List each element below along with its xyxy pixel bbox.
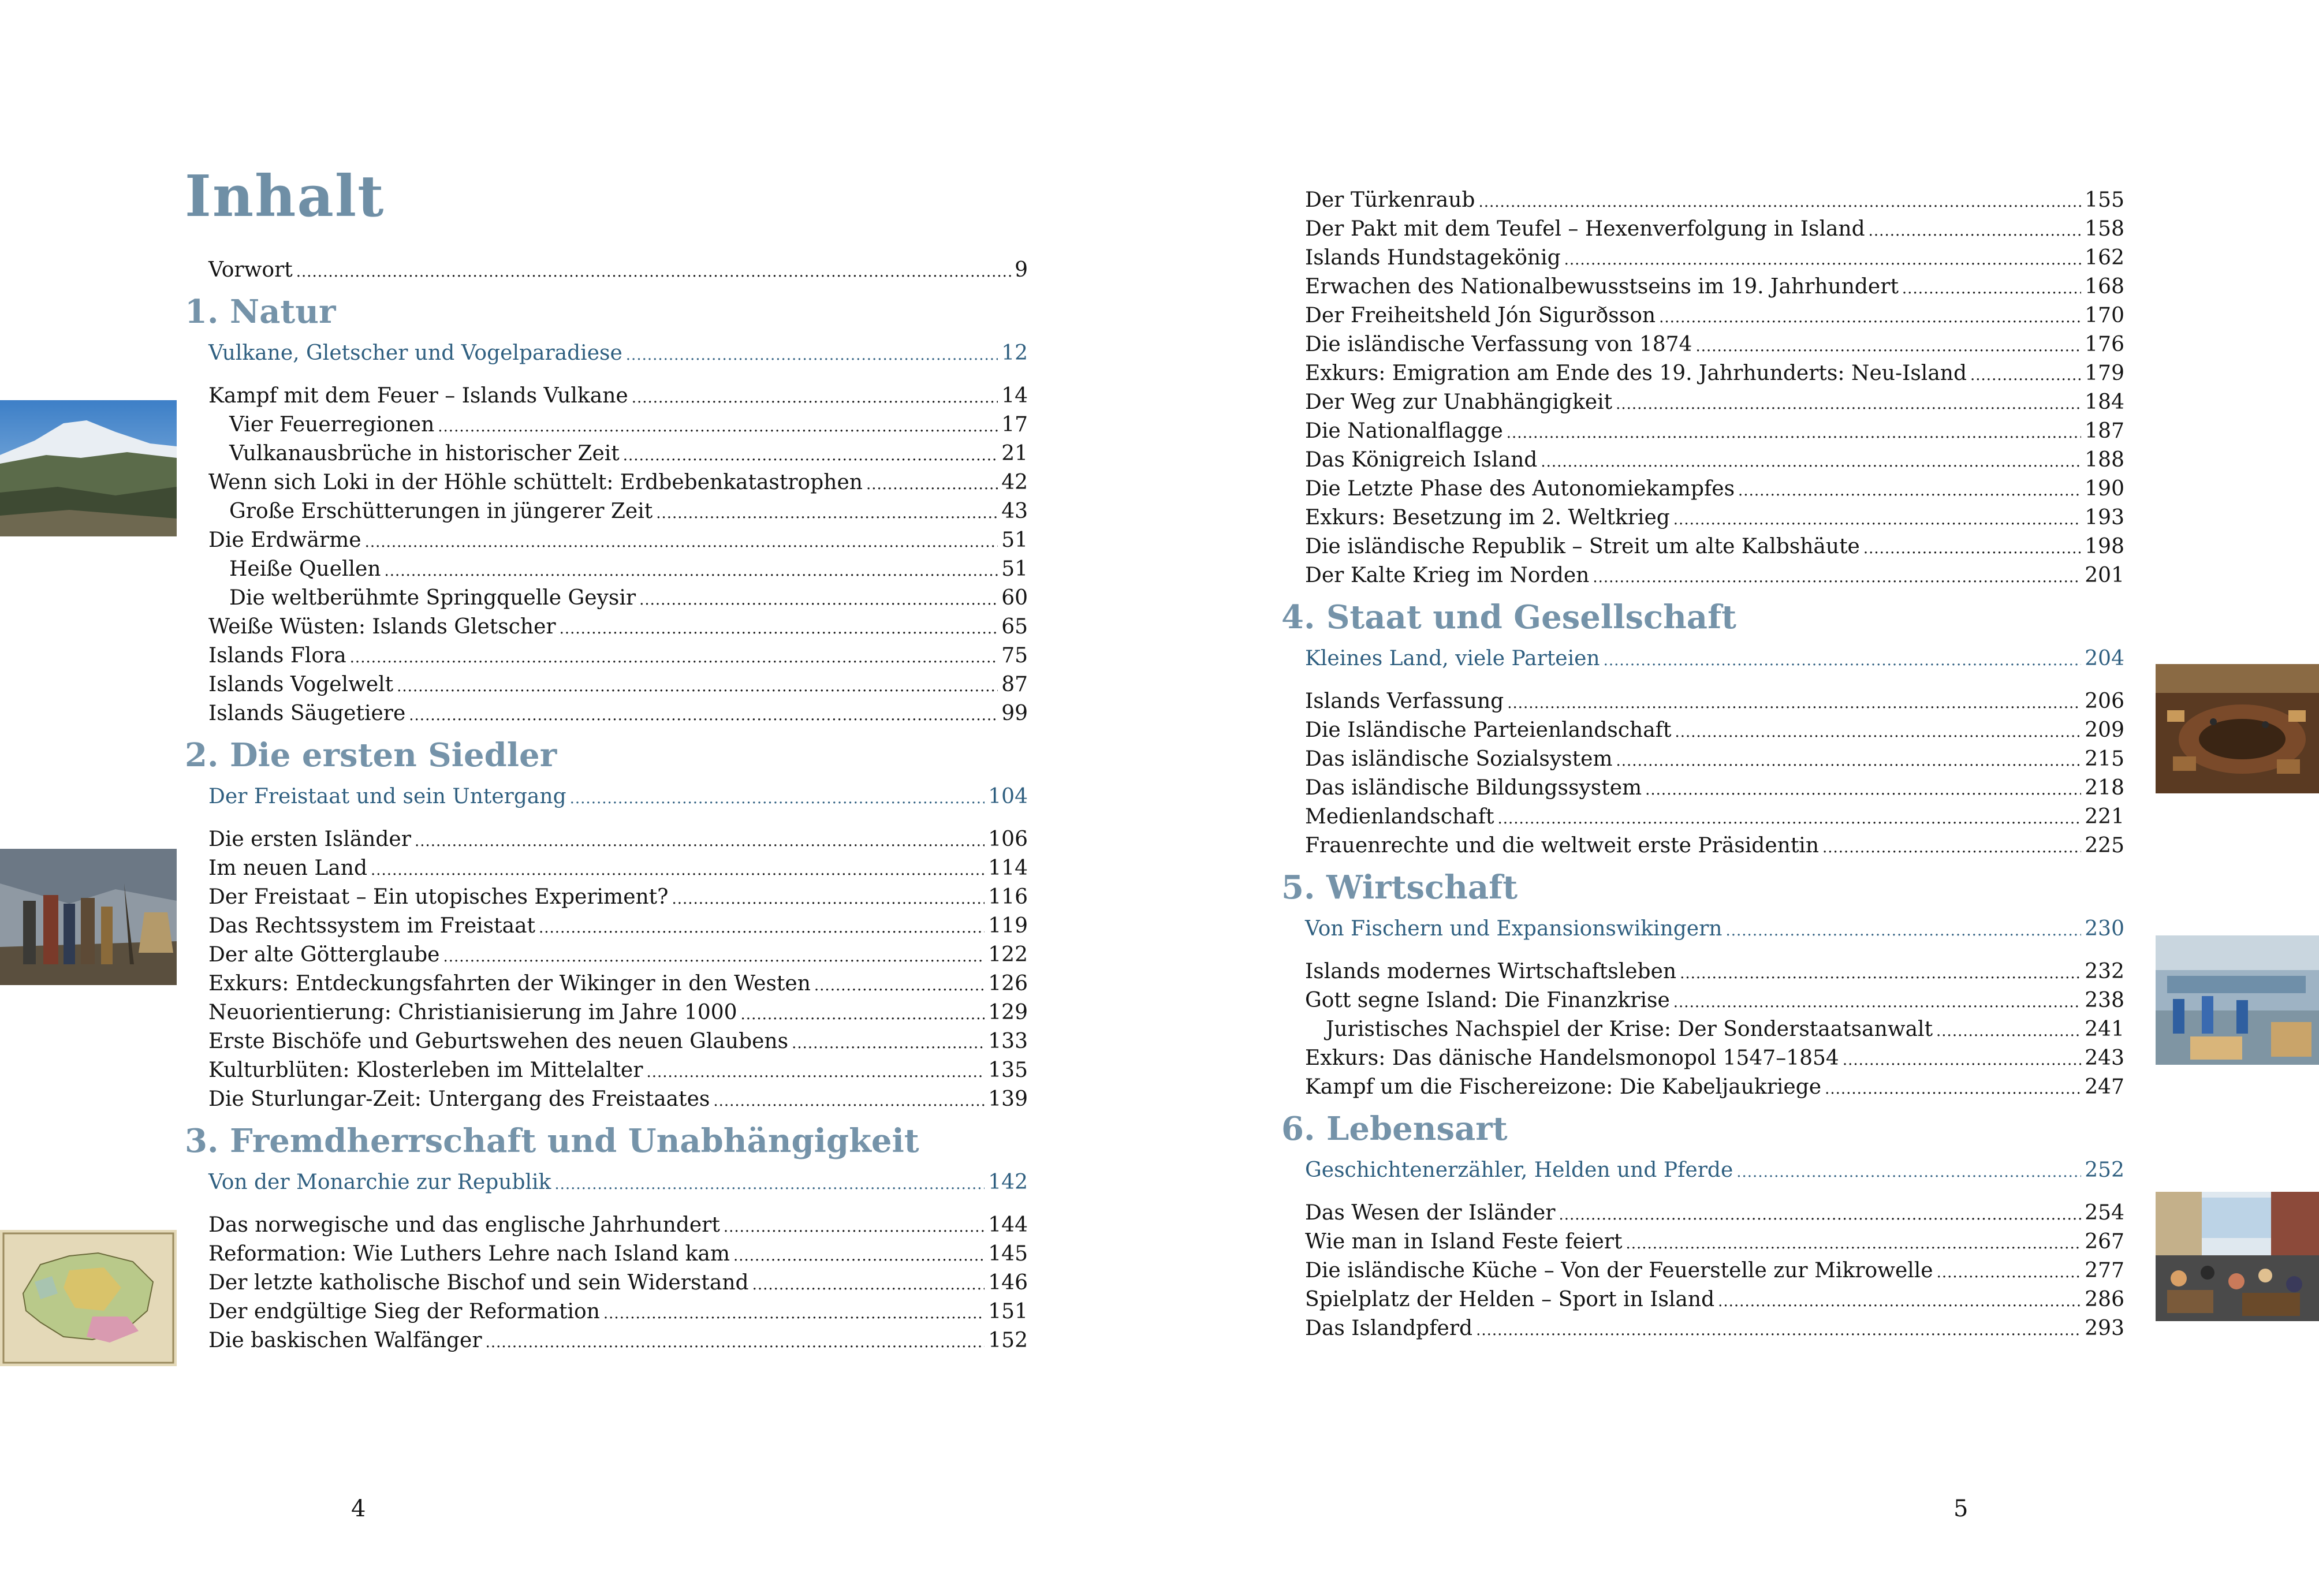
dot-leader [646, 1056, 985, 1087]
toc-entry-page: 225 [2085, 834, 2124, 857]
toc-entry-label: Die isländische Küche – Von der Feuerstelle zur Mikrowelle [1305, 1259, 1933, 1282]
dot-leader [409, 699, 998, 730]
toc-entry-page: 133 [988, 1029, 1028, 1053]
dot-leader [539, 912, 985, 942]
toc-entry[interactable] [1281, 687, 2124, 716]
dot-leader [1970, 359, 2081, 390]
toc-entry-page: 232 [2085, 960, 2124, 983]
toc-entry-page: 139 [988, 1087, 1028, 1111]
toc-entry-page: 238 [2085, 989, 2124, 1012]
toc-entry[interactable] [1281, 504, 2124, 532]
toc-entry-page: 42 [1001, 470, 1028, 494]
dot-leader [626, 339, 998, 370]
toc-section-subtitle[interactable] [1281, 1156, 2124, 1192]
toc-entry[interactable] [185, 825, 1028, 854]
historical-iceland-map [0, 1230, 177, 1366]
toc-entry[interactable] [185, 1297, 1028, 1326]
dot-leader [570, 782, 985, 813]
dot-leader [1593, 561, 2081, 592]
toc-entry[interactable] [185, 670, 1028, 699]
toc-entry-page: 206 [2085, 689, 2124, 713]
toc-entry[interactable] [1281, 244, 2124, 273]
dot-leader [1564, 244, 2082, 274]
toc-title: Inhalt [185, 163, 385, 230]
toc-entry[interactable] [1281, 803, 2124, 831]
toc-entry[interactable] [185, 411, 1028, 439]
toc-entry-page: 135 [988, 1058, 1028, 1082]
toc-entry-page: 12 [1001, 341, 1028, 365]
dot-leader [672, 883, 985, 913]
toc-entry-label: Wie man in Island Feste feiert [1305, 1230, 1623, 1254]
dot-leader [1559, 1199, 2081, 1229]
chapter-heading[interactable]: 6. Lebensart [1281, 1110, 1508, 1148]
toc-entry[interactable] [1281, 301, 2124, 330]
toc-entry-page: 230 [2085, 917, 2124, 941]
toc-entry-page: 158 [2085, 217, 2124, 241]
dot-leader [415, 825, 985, 856]
toc-entry-page: 144 [988, 1213, 1028, 1237]
dot-leader [1680, 957, 2081, 988]
toc-entry[interactable] [185, 998, 1028, 1027]
toc-section-subtitle[interactable] [185, 339, 1028, 375]
toc-entry-page: 51 [1001, 557, 1028, 581]
toc-entry-label: Islands Flora [208, 643, 346, 668]
toc-entry[interactable] [1281, 774, 2124, 803]
toc-right [1281, 186, 2124, 1343]
dot-leader [603, 1297, 985, 1328]
toc-entry-label: Juristisches Nachspiel der Krise: Der Sonderstaatsanwalt [1326, 1017, 1933, 1041]
toc-entry-label: Große Erschütterungen in jüngerer Zeit [229, 499, 653, 523]
dot-leader [1541, 446, 2081, 476]
toc-entry[interactable] [1281, 273, 2124, 301]
toc-entry-label: Der Pakt mit dem Teufel – Hexenverfolgung in Island [1305, 217, 1865, 241]
dot-leader [713, 1085, 985, 1116]
toc-entry-page: 277 [2085, 1259, 2124, 1282]
toc-entry-label: Die Nationalflagge [1305, 419, 1503, 443]
toc-entry-label: Islands Hundstagekönig [1305, 246, 1561, 270]
toc-entry-label: Exkurs: Emigration am Ende des 19. Jahrhunderts: Neu-Island [1305, 361, 1967, 385]
toc-entry-label: Gott segne Island: Die Finanzkrise [1305, 989, 1670, 1012]
toc-entry-page: 162 [2085, 246, 2124, 270]
toc-entry-page: 60 [1001, 586, 1028, 610]
toc-entry-page: 215 [2085, 747, 2124, 771]
toc-entry-page: 99 [1001, 701, 1028, 725]
toc-entry-label: Reformation: Wie Luthers Lehre nach Island kam [208, 1241, 730, 1266]
toc-entry[interactable] [185, 526, 1028, 555]
toc-entry-label: Die baskischen Walfänger [208, 1328, 482, 1352]
toc-entry[interactable] [1281, 215, 2124, 244]
dot-leader [385, 555, 998, 586]
toc-entry-label: Die Isländische Parteienlandschaft [1305, 718, 1672, 742]
dot-leader [1478, 186, 2081, 217]
toc-entry-label: Kampf um die Fischereizone: Die Kabeljaukriege [1305, 1075, 1822, 1099]
dot-leader [350, 642, 998, 672]
toc-entry-label: Das Königreich Island [1305, 448, 1538, 472]
toc-entry-label: Spielplatz der Helden – Sport in Island [1305, 1288, 1715, 1311]
toc-entry-label: Der Freistaat – Ein utopisches Experiment? [208, 885, 669, 909]
viking-settlers-painting [0, 849, 177, 985]
toc-entry[interactable] [1281, 1015, 2124, 1044]
toc-entry-page: 179 [2085, 361, 2124, 385]
toc-entry-page: 146 [988, 1270, 1028, 1295]
toc-entry-page: 241 [2085, 1017, 2124, 1041]
toc-entry[interactable] [1281, 330, 2124, 359]
dot-leader [752, 1269, 985, 1299]
dot-leader [371, 854, 985, 885]
dot-leader [1937, 1256, 2082, 1287]
toc-entry[interactable] [1281, 1044, 2124, 1073]
dot-leader [560, 613, 998, 643]
toc-entry-page: 198 [2085, 535, 2124, 558]
dot-leader [866, 468, 998, 499]
toc-entry-page: 151 [988, 1299, 1028, 1323]
page-number-left: 4 [351, 1496, 366, 1522]
toc-entry[interactable] [185, 1269, 1028, 1297]
toc-entry-page: 75 [1001, 643, 1028, 668]
toc-entry-label: Kleines Land, viele Parteien [1305, 647, 1600, 670]
street-cafe-photo [2156, 1192, 2319, 1321]
dot-leader [1822, 831, 2081, 862]
toc-entry[interactable] [1281, 388, 2124, 417]
toc-entry-label: Vorwort [208, 258, 293, 282]
toc-entry[interactable] [185, 1085, 1028, 1114]
parliament-chamber-photo [2156, 664, 2319, 793]
toc-entry-page: 267 [2085, 1230, 2124, 1254]
toc-entry-label: Die isländische Republik – Streit um alte Kalbshäute [1305, 535, 1860, 558]
dot-leader [639, 584, 998, 614]
toc-entry-page: 126 [988, 971, 1028, 995]
dot-leader [1625, 1228, 2081, 1258]
toc-entry-label: Die isländische Verfassung von 1874 [1305, 333, 1692, 356]
toc-entry-page: 142 [988, 1170, 1028, 1194]
toc-entry-label: Vulkanausbrüche in historischer Zeit [229, 441, 620, 465]
toc-entry[interactable] [185, 382, 1028, 411]
toc-entry-page: 114 [988, 856, 1028, 880]
toc-entry[interactable] [1281, 986, 2124, 1015]
toc-entry[interactable] [185, 439, 1028, 468]
toc-entry-label: Das Islandpferd [1305, 1317, 1473, 1340]
toc-entry-label: Das Rechtssystem im Freistaat [208, 913, 536, 938]
toc-entry-page: 286 [2085, 1288, 2124, 1311]
toc-entry-page: 218 [2085, 776, 2124, 800]
dot-leader [1936, 1015, 2081, 1046]
toc-entry-label: Islands Vogelwelt [208, 672, 394, 696]
toc-entry[interactable] [185, 613, 1028, 642]
right-page [1160, 0, 2319, 1596]
toc-entry[interactable] [185, 699, 1028, 728]
toc-entry-page: 65 [1001, 614, 1028, 639]
toc-entry-page: 243 [2085, 1046, 2124, 1070]
dot-leader [365, 526, 998, 557]
chapter-heading[interactable]: 1. Natur [185, 292, 336, 331]
toc-entry-label: Neuorientierung: Christianisierung im Jahre 1000 [208, 1000, 737, 1024]
dot-leader [1695, 330, 2081, 361]
toc-entry-label: Die weltberühmte Springquelle Geysir [229, 586, 636, 610]
dot-leader [486, 1326, 985, 1357]
toc-entry[interactable] [185, 1056, 1028, 1085]
dot-leader [1616, 745, 2082, 775]
toc-entry-label: Der Weg zur Unabhängigkeit [1305, 390, 1613, 414]
toc-entry-page: 201 [2085, 564, 2124, 587]
dot-leader [814, 969, 985, 1000]
dot-leader [1902, 273, 2081, 303]
toc-entry[interactable] [1281, 359, 2124, 388]
toc-entry-label: Exkurs: Das dänische Handelsmonopol 1547–1854 [1305, 1046, 1839, 1070]
toc-entry-label: Wenn sich Loki in der Höhle schüttelt: Erdbebenkatastrophen [208, 470, 863, 494]
toc-entry-page: 221 [2085, 805, 2124, 829]
toc-entry[interactable] [185, 1211, 1028, 1240]
dot-leader [1659, 301, 2081, 332]
toc-entry-label: Der endgültige Sieg der Reformation [208, 1299, 600, 1323]
dot-leader [1863, 532, 2081, 563]
toc-entry-page: 119 [988, 913, 1028, 938]
toc-entry-label: Islands Verfassung [1305, 689, 1504, 713]
toc-entry[interactable] [185, 912, 1028, 941]
toc-entry-page: 254 [2085, 1201, 2124, 1225]
toc-entry-page: 247 [2085, 1075, 2124, 1099]
toc-entry-label: Der Freistaat und sein Untergang [208, 784, 566, 808]
toc-entry-page: 184 [2085, 390, 2124, 414]
toc-entry-label: Der letzte katholische Bischof und sein Widerstand [208, 1270, 749, 1295]
toc-entry[interactable] [1281, 1199, 2124, 1228]
dot-leader [1673, 504, 2081, 534]
toc-entry-label: Im neuen Land [208, 856, 368, 880]
volcano-landscape-photo [0, 400, 177, 536]
toc-entry[interactable] [185, 969, 1028, 998]
toc-entry[interactable] [185, 642, 1028, 670]
toc-entry[interactable] [185, 497, 1028, 526]
dot-leader [1673, 986, 2082, 1017]
dot-leader [623, 439, 998, 470]
toc-entry-label: Exkurs: Entdeckungsfahrten der Wikinger in den Westen [208, 971, 811, 995]
toc-entry[interactable] [1281, 716, 2124, 745]
toc-entry-page: 122 [988, 942, 1028, 967]
toc-entry-page: 14 [1001, 383, 1028, 408]
toc-section-subtitle[interactable] [185, 782, 1028, 818]
toc-entry-page: 152 [988, 1328, 1028, 1352]
toc-entry-page: 293 [2085, 1317, 2124, 1340]
dot-leader [1869, 215, 2082, 245]
toc-entry[interactable] [185, 256, 1028, 285]
toc-entry-label: Weiße Wüsten: Islands Gletscher [208, 614, 556, 639]
toc-entry-page: 155 [2085, 188, 2124, 212]
dot-leader [443, 941, 985, 971]
toc-entry-page: 145 [988, 1241, 1028, 1266]
chapter-heading[interactable]: 3. Fremdherrschaft und Unabhängigkeit [185, 1121, 919, 1160]
toc-entry[interactable] [1281, 561, 2124, 590]
dot-leader [397, 670, 998, 701]
toc-entry-page: 129 [988, 1000, 1028, 1024]
toc-entry[interactable] [1281, 417, 2124, 446]
dot-leader [296, 256, 1011, 286]
toc-entry-page: 106 [988, 827, 1028, 851]
toc-entry-label: Erste Bischöfe und Geburtswehen des neuen Glaubens [208, 1029, 789, 1053]
chapter-heading[interactable]: 4. Staat und Gesellschaft [1281, 598, 1737, 636]
toc-entry-page: 51 [1001, 528, 1028, 552]
toc-entry[interactable] [1281, 446, 2124, 475]
toc-entry[interactable] [1281, 1285, 2124, 1314]
toc-section-subtitle[interactable] [1281, 644, 2124, 680]
toc-entry[interactable] [185, 941, 1028, 969]
dot-leader [1736, 1156, 2081, 1187]
toc-entry-label: Die Erdwärme [208, 528, 361, 552]
toc-entry-label: Das Wesen der Isländer [1305, 1201, 1556, 1225]
toc-entry-page: 21 [1001, 441, 1028, 465]
toc-entry-page: 9 [1015, 258, 1028, 282]
toc-entry[interactable] [1281, 1073, 2124, 1102]
dot-leader [1616, 388, 2081, 419]
toc-entry[interactable] [185, 584, 1028, 613]
toc-entry-label: Die ersten Isländer [208, 827, 411, 851]
dot-leader [1645, 774, 2081, 804]
toc-entry-label: Erwachen des Nationalbewusstseins im 19. Jahrhundert [1305, 275, 1899, 299]
toc-entry-label: Die Sturlungar-Zeit: Untergang des Freistaates [208, 1087, 710, 1111]
toc-entry-label: Medienlandschaft [1305, 805, 1494, 829]
toc-entry[interactable] [1281, 1256, 2124, 1285]
dot-leader [1675, 716, 2081, 747]
toc-entry-page: 252 [2085, 1158, 2124, 1182]
toc-entry-page: 193 [2085, 506, 2124, 529]
toc-entry[interactable] [1281, 475, 2124, 504]
toc-entry-label: Vulkane, Gletscher und Vogelparadiese [208, 341, 622, 365]
toc-left [185, 163, 1028, 1355]
toc-entry[interactable] [1281, 745, 2124, 774]
toc-entry[interactable] [185, 1027, 1028, 1056]
toc-entry-label: Kulturblüten: Klosterleben im Mittelalter [208, 1058, 643, 1082]
toc-entry[interactable] [185, 468, 1028, 497]
dot-leader [656, 497, 998, 528]
toc-entry[interactable] [185, 883, 1028, 912]
toc-entry[interactable] [1281, 186, 2124, 215]
toc-entry-label: Islands modernes Wirtschaftsleben [1305, 960, 1677, 983]
toc-entry-label: Exkurs: Besetzung im 2. Weltkrieg [1305, 506, 1670, 529]
dot-leader [1476, 1314, 2081, 1345]
dot-leader [1604, 644, 2082, 675]
fish-factory-photo [2156, 935, 2319, 1065]
toc-entry-label: Kampf mit dem Feuer – Islands Vulkane [208, 383, 628, 408]
dot-leader [1507, 417, 2082, 448]
toc-entry-label: Der Türkenraub [1305, 188, 1475, 212]
toc-entry-label: Der Freiheitsheld Jón Sigurðsson [1305, 304, 1656, 327]
toc-entry-page: 209 [2085, 718, 2124, 742]
toc-entry[interactable] [185, 555, 1028, 584]
toc-entry-label: Von Fischern und Expansionswikingern [1305, 917, 1723, 941]
dot-leader [724, 1211, 985, 1241]
dot-leader [1825, 1073, 2081, 1103]
toc-entry-label: Der alte Götterglaube [208, 942, 440, 967]
toc-entry[interactable] [1281, 532, 2124, 561]
toc-entry-page: 204 [2085, 647, 2124, 670]
toc-entry[interactable] [185, 1240, 1028, 1269]
dot-leader [792, 1027, 985, 1058]
dot-leader [1718, 1285, 2081, 1316]
toc-entry-page: 176 [2085, 333, 2124, 356]
page-number-right: 5 [1953, 1496, 1968, 1522]
toc-entry[interactable] [1281, 1314, 2124, 1343]
toc-entry-label: Die Letzte Phase des Autonomiekampfes [1305, 477, 1735, 501]
dot-leader [733, 1240, 985, 1270]
dot-leader [1726, 915, 2082, 945]
toc-entry-page: 43 [1001, 499, 1028, 523]
toc-entry-label: Vier Feuerregionen [229, 412, 435, 437]
toc-entry-label: Das isländische Sozialsystem [1305, 747, 1613, 771]
toc-entry-page: 17 [1001, 412, 1028, 437]
toc-entry-label: Das norwegische und das englische Jahrhundert [208, 1213, 720, 1237]
toc-entry[interactable] [1281, 957, 2124, 986]
toc-entry-label: Das isländische Bildungssystem [1305, 776, 1642, 800]
toc-entry-label: Islands Säugetiere [208, 701, 406, 725]
toc-entry-label: Geschichtenerzähler, Helden und Pferde [1305, 1158, 1733, 1182]
toc-section-subtitle[interactable] [185, 1168, 1028, 1204]
dot-leader [741, 998, 985, 1029]
toc-entry[interactable] [185, 854, 1028, 883]
toc-entry-label: Der Kalte Krieg im Norden [1305, 564, 1590, 587]
dot-leader [1498, 803, 2082, 833]
chapter-heading[interactable]: 2. Die ersten Siedler [185, 736, 557, 774]
toc-entry-page: 187 [2085, 419, 2124, 443]
toc-entry-page: 188 [2085, 448, 2124, 472]
dot-leader [1843, 1044, 2081, 1075]
toc-entry-label: Heiße Quellen [229, 557, 381, 581]
toc-section-subtitle[interactable] [1281, 915, 2124, 950]
toc-entry[interactable] [185, 1326, 1028, 1355]
chapter-heading[interactable]: 5. Wirtschaft [1281, 868, 1518, 907]
toc-entry-page: 116 [988, 885, 1028, 909]
toc-entry-page: 190 [2085, 477, 2124, 501]
toc-entry[interactable] [1281, 831, 2124, 860]
dot-leader [1507, 687, 2081, 718]
dot-leader [438, 411, 998, 441]
toc-entry-page: 87 [1001, 672, 1028, 696]
dot-leader [554, 1168, 985, 1199]
toc-entry-label: Von der Monarchie zur Republik [208, 1170, 551, 1194]
toc-entry-page: 168 [2085, 275, 2124, 299]
toc-entry[interactable] [1281, 1228, 2124, 1256]
dot-leader [632, 382, 998, 412]
toc-entry-label: Frauenrechte und die weltweit erste Präsidentin [1305, 834, 1819, 857]
toc-entry-page: 104 [988, 784, 1028, 808]
dot-leader [1738, 475, 2081, 505]
toc-entry-page: 170 [2085, 304, 2124, 327]
